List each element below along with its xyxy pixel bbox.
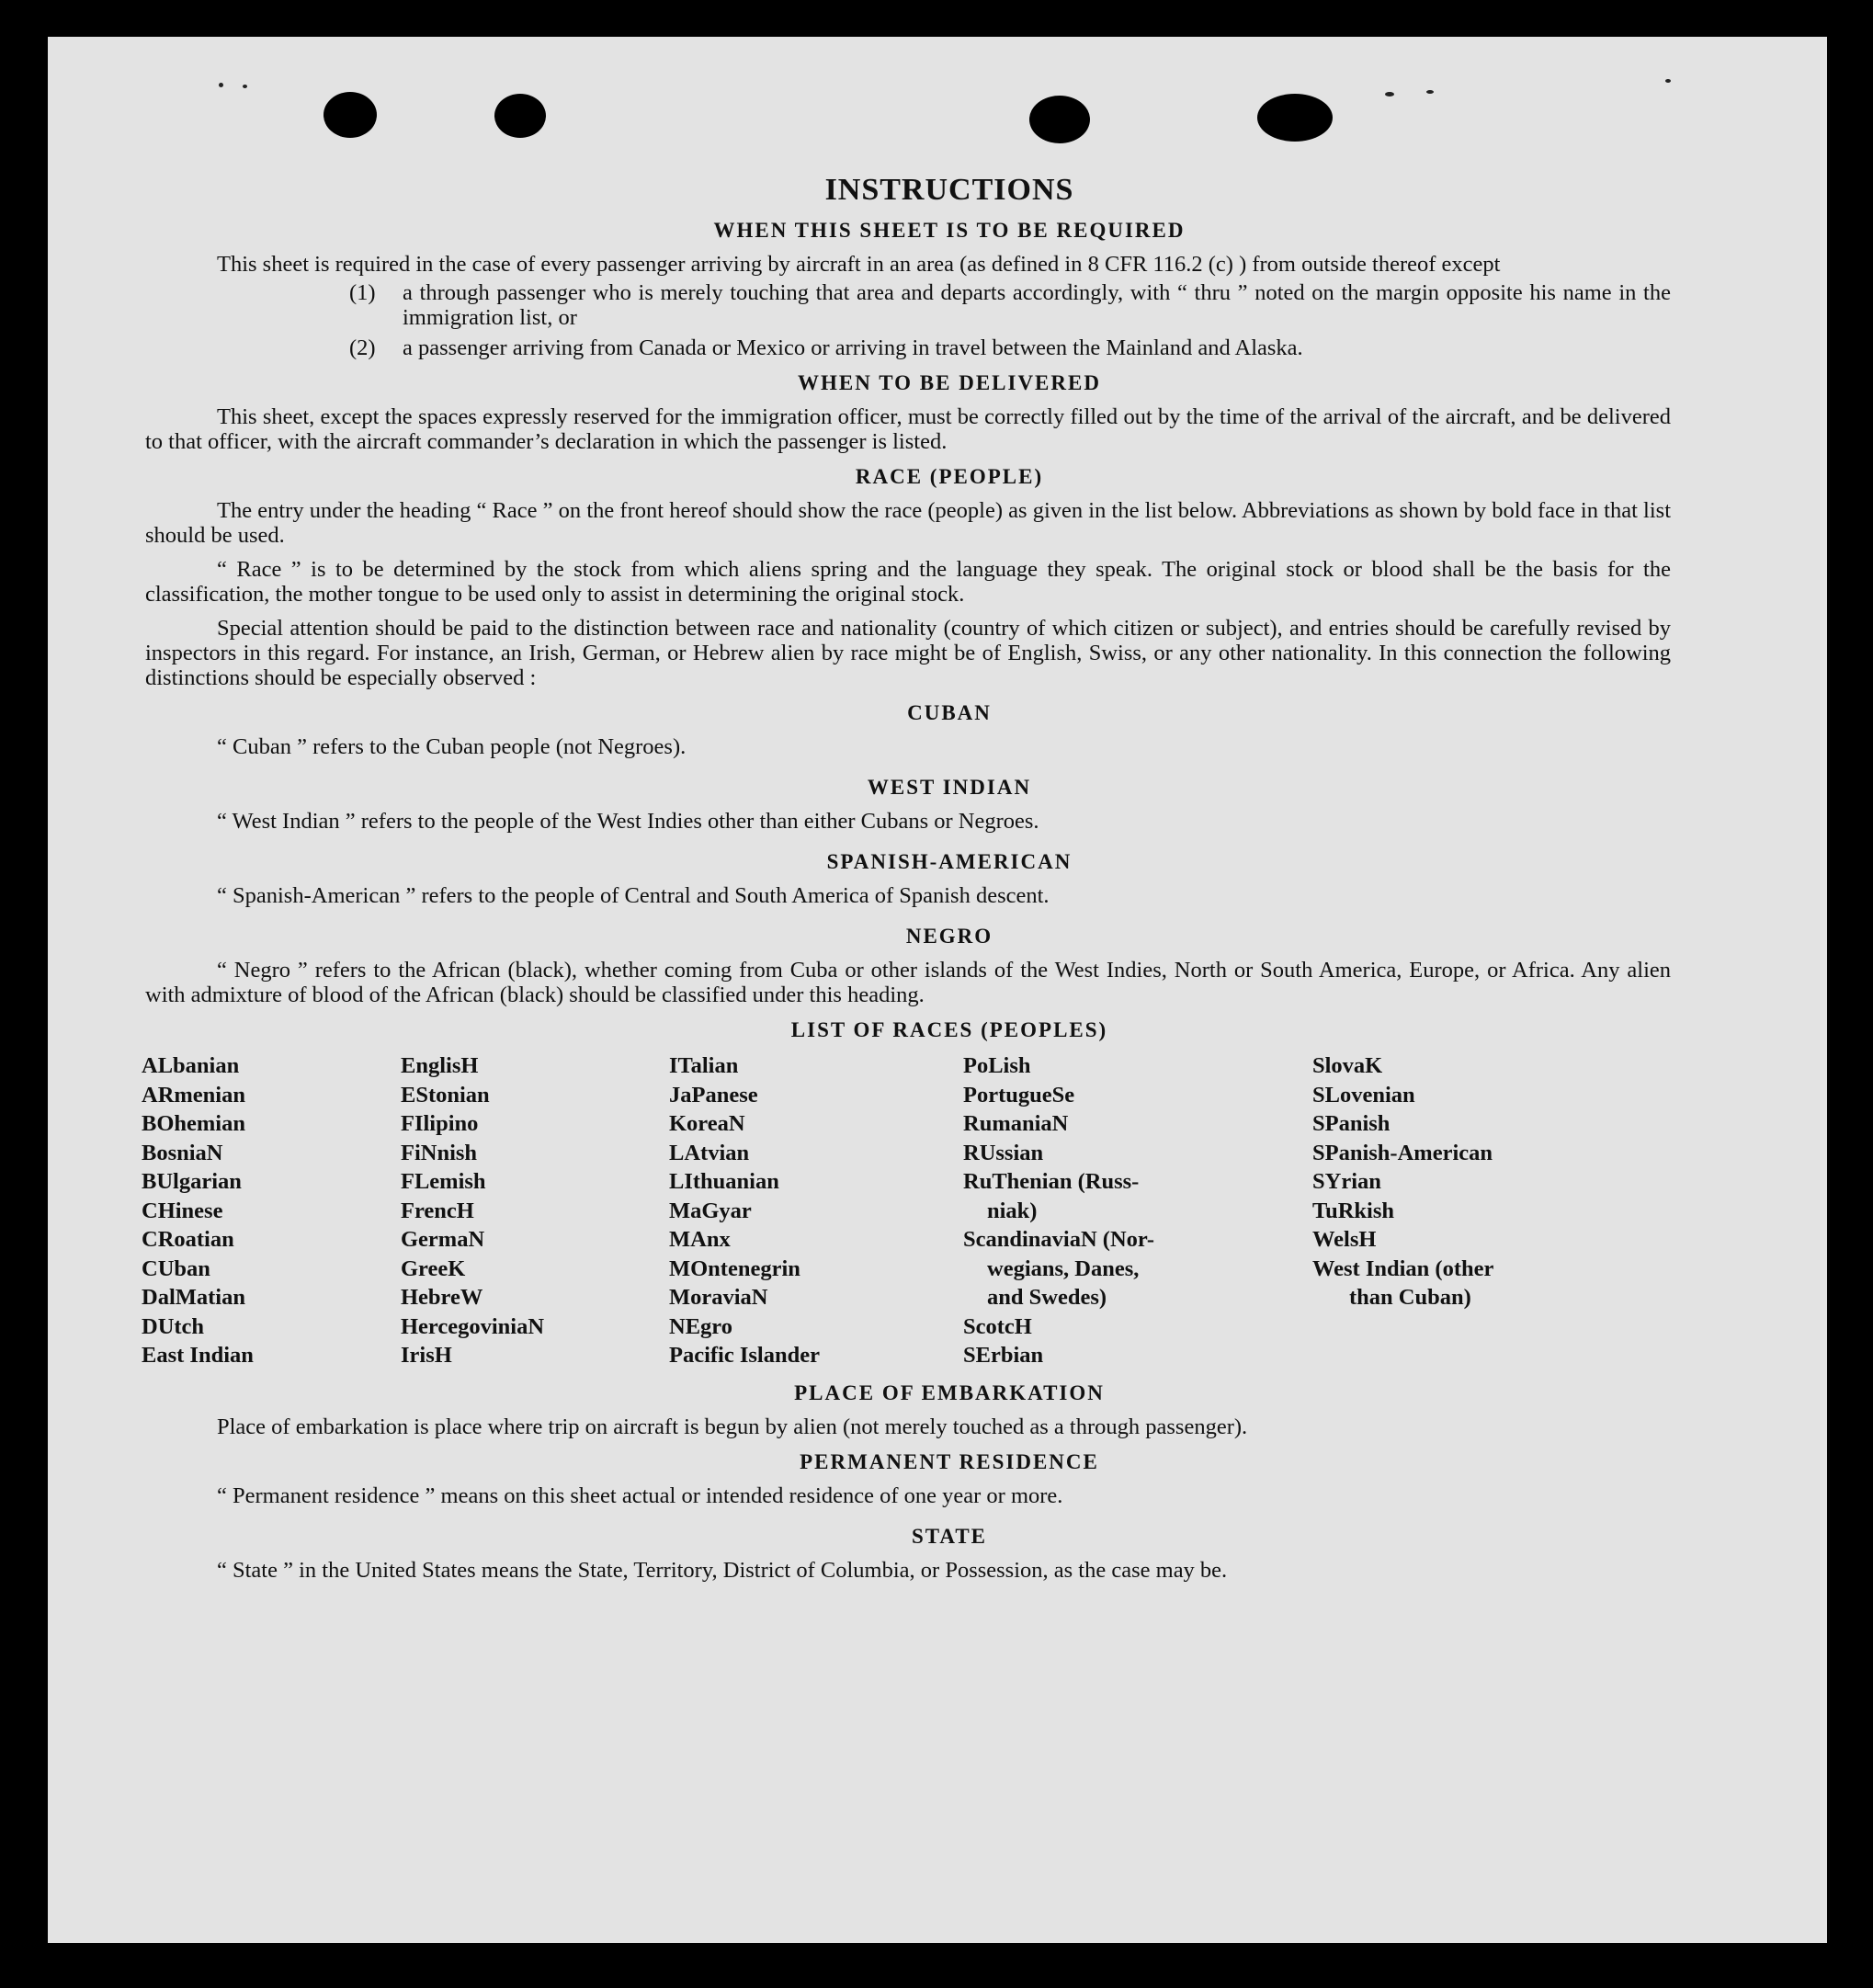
race-entry: East Indian: [142, 1343, 254, 1368]
heading-spanish-american: SPANISH-AMERICAN: [826, 850, 1073, 873]
race-entry-continuation: wegians, Danes,: [987, 1255, 1140, 1281]
west-indian-definition: “ West Indian ” refers to the people of the West Indies other than either Cubans or Negroes.: [217, 809, 1039, 834]
heading-permanent-residence: PERMANENT RESIDENCE: [800, 1449, 1099, 1473]
permanent-residence-text: “ Permanent residence ” means on this sheet actual or intended residence of one year or more.: [217, 1482, 1063, 1508]
race-list: [142, 1051, 1671, 1370]
race-entry: MAnx: [669, 1227, 731, 1252]
state-text: “ State ” in the United States means the State, Territory, District of Columbia, or Possession, as the case may be.: [217, 1557, 1228, 1583]
race-entry: PoLish: [963, 1053, 1031, 1078]
speck: [219, 83, 223, 87]
heading-race: RACE (PEOPLE): [855, 465, 1044, 488]
race-entry: BosniaN: [142, 1140, 223, 1165]
heading-west-indian: WEST INDIAN: [867, 776, 1032, 799]
exception-text: a through passenger who is merely touching that area and departs accordingly, with “ thru ” noted on the margin opposite his name in the immigration list, or: [403, 280, 1671, 330]
race-entry: SLovenian: [1312, 1082, 1415, 1108]
exception-item: [145, 280, 1671, 330]
heading-when-required: WHEN THIS SHEET IS TO BE REQUIRED: [713, 219, 1186, 242]
race-column: [1312, 1051, 1616, 1370]
race-paragraph: “ Race ” is to be determined by the stock from which aliens spring and the language they speak. The original stock or blood shall be the basis for the classification, the mother tongue to be used only to assist in determining the original stock.: [145, 557, 1671, 607]
speck: [1385, 92, 1394, 97]
race-entry: GermaN: [401, 1227, 485, 1252]
race-entry-continuation: niak): [987, 1198, 1038, 1223]
race-entry: ARmenian: [142, 1082, 245, 1108]
race-entry: SErbian: [963, 1343, 1044, 1368]
race-entry: SlovaK: [1312, 1053, 1383, 1078]
race-entry: DUtch: [142, 1313, 205, 1339]
punch-hole: [324, 92, 377, 138]
speck: [243, 85, 247, 88]
race-paragraph: The entry under the heading “ Race ” on the front hereof should show the race (people) as given in the list below. Abbreviations as shown by bold face in that list should be used.: [145, 498, 1671, 548]
spanish-american-definition: “ Spanish-American ” refers to the people of Central and South America of Spanish descent.: [217, 883, 1050, 908]
race-entry: FLemish: [401, 1169, 486, 1194]
race-entry: WelsH: [1312, 1227, 1377, 1252]
race-entry: HercegoviniaN: [401, 1313, 545, 1339]
race-paragraph: Special attention should be paid to the distinction between race and nationality (country of which citizen or subject), and entries should be carefully revised by inspectors in this regard. For instance, an Irish, German, or Hebrew alien by race might be of English, Swiss, or any other nationality. In this connection the following distinctions should be especially observed :: [145, 616, 1671, 690]
race-entry: Pacific Islander: [669, 1343, 820, 1368]
race-entry: FIlipino: [401, 1111, 479, 1136]
race-entry: ITalian: [669, 1053, 739, 1078]
race-column: [142, 1051, 401, 1370]
punch-hole: [1257, 94, 1333, 142]
race-entry: HebreW: [401, 1285, 483, 1310]
page-title: INSTRUCTIONS: [824, 173, 1074, 207]
race-column: [401, 1051, 669, 1370]
race-entry: JaPanese: [669, 1082, 758, 1108]
heading-embarkation: PLACE OF EMBARKATION: [794, 1380, 1105, 1404]
race-entry: LAtvian: [669, 1140, 750, 1165]
race-entry: SPanish-American: [1312, 1140, 1493, 1165]
race-entry: PortugueSe: [963, 1082, 1075, 1108]
race-entry: ALbanian: [142, 1053, 240, 1078]
race-entry: ScandinaviaN (Nor-: [963, 1227, 1155, 1252]
speck: [1426, 90, 1434, 94]
race-entry: MOntenegrin: [669, 1255, 800, 1281]
race-entry: KoreaN: [669, 1111, 745, 1136]
race-entry: LIthuanian: [669, 1169, 779, 1194]
exception-text: a passenger arriving from Canada or Mexico or arriving in travel between the Mainland and Alaska.: [403, 335, 1303, 360]
race-entry: IrisH: [401, 1343, 452, 1368]
race-entry: CRoatian: [142, 1227, 234, 1252]
race-entry: EStonian: [401, 1082, 490, 1108]
heading-list-of-races: LIST OF RACES (PEOPLES): [790, 1018, 1108, 1041]
race-entry: CUban: [142, 1255, 210, 1281]
heading-negro: NEGRO: [905, 925, 993, 948]
race-entry: FiNnish: [401, 1140, 478, 1165]
race-entry: NEgro: [669, 1313, 732, 1339]
race-entry: MaGyar: [669, 1198, 752, 1223]
punch-hole: [494, 94, 546, 138]
exception-number: (2): [349, 335, 376, 360]
race-entry: RuThenian (Russ-: [963, 1169, 1140, 1194]
heading-state: STATE: [911, 1524, 987, 1548]
heading-when-delivered: WHEN TO BE DELIVERED: [798, 371, 1101, 394]
heading-cuban: CUBAN: [907, 701, 992, 724]
exception-item: [145, 335, 1671, 360]
race-entry: CHinese: [142, 1198, 223, 1223]
negro-definition: “ Negro ” refers to the African (black), whether coming from Cuba or other islands of the West Indies, North or South America, Europe, or Africa. Any alien with admixture of blood of the African (black) should be classified under this heading.: [145, 958, 1671, 1007]
race-column: [669, 1051, 963, 1370]
instructions-content: [142, 136, 1671, 1583]
when-required-intro: This sheet is required in the case of every passenger arriving by aircraft in an area (as defined in 8 CFR 116.2 (c) ) from outside thereof except: [217, 252, 1501, 277]
embarkation-text: Place of embarkation is place where trip on aircraft is begun by alien (not merely touched as a through passenger).: [217, 1414, 1248, 1439]
race-entry: RUssian: [963, 1140, 1044, 1165]
race-entry: BOhemian: [142, 1111, 245, 1136]
race-entry-continuation: and Swedes): [987, 1285, 1107, 1310]
race-entry: SPanish: [1312, 1111, 1391, 1136]
race-entry: RumaniaN: [963, 1111, 1069, 1136]
when-delivered-text: This sheet, except the spaces expressly reserved for the immigration officer, must be correctly filled out by the time of the arrival of the aircraft, and be delivered to that officer, with the aircraft commander’s declaration in which the passenger is listed.: [145, 404, 1671, 454]
race-entry: SYrian: [1312, 1169, 1381, 1194]
speck: [1665, 79, 1671, 83]
race-entry: MoraviaN: [669, 1285, 768, 1310]
race-entry: EnglisH: [401, 1053, 479, 1078]
race-entry: West Indian (other: [1312, 1255, 1494, 1281]
race-entry: TuRkish: [1312, 1198, 1395, 1223]
race-entry: FrencH: [401, 1198, 474, 1223]
race-entry: ScotcH: [963, 1313, 1032, 1339]
race-entry: GreeK: [401, 1255, 466, 1281]
exception-number: (1): [349, 280, 376, 305]
race-entry-continuation: than Cuban): [1349, 1285, 1471, 1310]
race-column: [963, 1051, 1312, 1370]
cuban-definition: “ Cuban ” refers to the Cuban people (not Negroes).: [217, 734, 687, 759]
race-entry: BUlgarian: [142, 1169, 242, 1194]
race-entry: DalMatian: [142, 1285, 245, 1310]
